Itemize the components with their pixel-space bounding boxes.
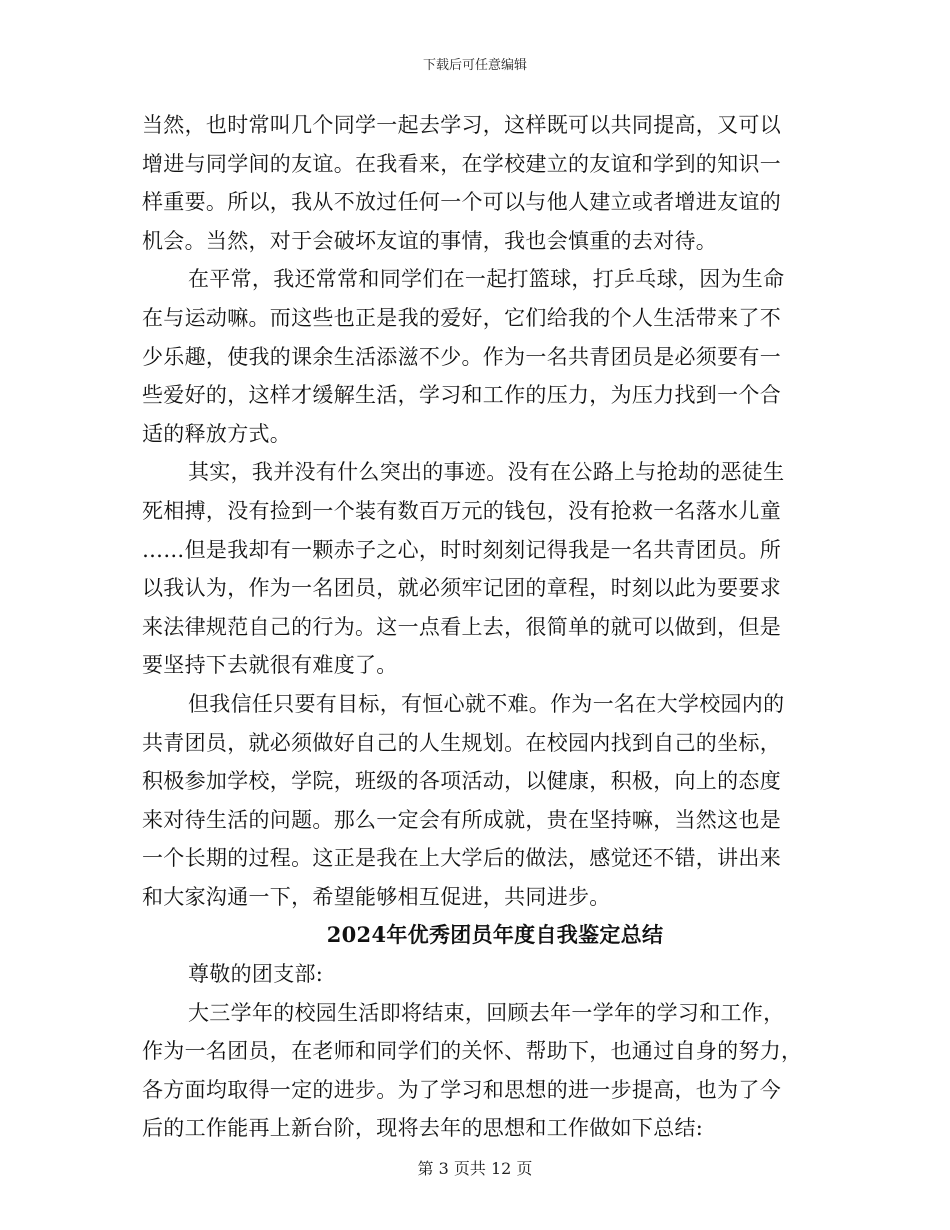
document-body <box>142 106 808 1148</box>
text-line: 以我认为，作为一名团员，就必须牢记团的章程，时刻以此为要要求 <box>142 576 781 601</box>
section-heading: 2024年优秀团员年度自我鉴定总结 <box>326 922 664 948</box>
text-line: 要坚持下去就很有难度了。 <box>142 653 398 678</box>
text-line: 其实，我并没有什么突出的事迹。没有在公路上与抢劫的恶徒生 <box>188 460 785 485</box>
text-line: 积极参加学校，学院，班级的各项活动，以健康，积极，向上的态度 <box>142 769 781 794</box>
text-line: 样重要。所以，我从不放过任何一个可以与他人建立或者增进友谊的 <box>142 190 781 215</box>
page-number: 第 3 页共 12 页 <box>417 1159 533 1178</box>
text-line: 一个长期的过程。这正是我在上大学后的做法，感觉还不错，讲出来 <box>142 846 781 871</box>
text-line: 增进与同学间的友谊。在我看来，在学校建立的友谊和学到的知识一 <box>142 151 781 176</box>
text-line: 死相搏，没有捡到一个装有数百万元的钱包，没有抢救一名落水儿童 <box>142 498 781 523</box>
text-line: 共青团员，就必须做好自己的人生规划。在校园内找到自己的坐标， <box>142 730 781 755</box>
paragraph-summary-intro <box>142 994 808 1148</box>
paragraph-deeds <box>142 453 808 685</box>
text-line: 当然，也时常叫几个同学一起去学习，这样既可以共同提高，又可以 <box>142 113 781 137</box>
text-line: 作为一名团员，在老师和同学们的关怀、帮助下，也通过自身的努力， <box>142 1039 803 1064</box>
text-line: 在与运动嘛。而这些也正是我的爱好，它们给我的个人生活带来了不 <box>142 305 781 330</box>
text-line: 来法律规范自己的行为。这一点看上去，很简单的就可以做到，但是 <box>142 614 781 639</box>
text-line: 来对待生活的问题。那么一定会有所成就，贵在坚持嘛，当然这也是 <box>142 807 781 832</box>
paragraph-friendship <box>142 106 808 260</box>
text-line: 后的工作能再上新台阶，现将去年的思想和工作做如下总结: <box>142 1116 704 1141</box>
text-line: 大三学年的校园生活即将结束，回顾去年一学年的学习和工作， <box>188 1000 785 1025</box>
text-line: 机会。当然，对于会破坏友谊的事情，我也会慎重的去对待。 <box>142 228 718 253</box>
text-line: 少乐趣，使我的课余生活添滋不少。作为一名共青团员是必须要有一 <box>142 344 781 369</box>
text-line: 和大家沟通一下，希望能够相互促进，共同进步。 <box>142 884 611 909</box>
text-line: 各方面均取得一定的进步。为了学习和思想的进一步提高，也为了今 <box>142 1077 781 1102</box>
salutation: 尊敬的团支部: <box>188 962 324 987</box>
paragraph-goals <box>142 685 808 917</box>
text-line: 但我信任只要有目标，有恒心就不难。作为一名在大学校园内的 <box>188 691 785 716</box>
paragraph-hobbies <box>142 260 808 453</box>
text-line: 些爱好的，这样才缓解生活，学习和工作的压力，为压力找到一个合 <box>142 383 781 408</box>
text-line: ……但是我却有一颗赤子之心，时时刻刻记得我是一名共青团员。所 <box>142 537 781 562</box>
header-note: 下载后可任意编辑 <box>422 58 527 73</box>
text-line: 适的释放方式。 <box>142 421 292 446</box>
text-line: 在平常，我还常常和同学们在一起打篮球，打乒乓球，因为生命 <box>188 267 785 292</box>
